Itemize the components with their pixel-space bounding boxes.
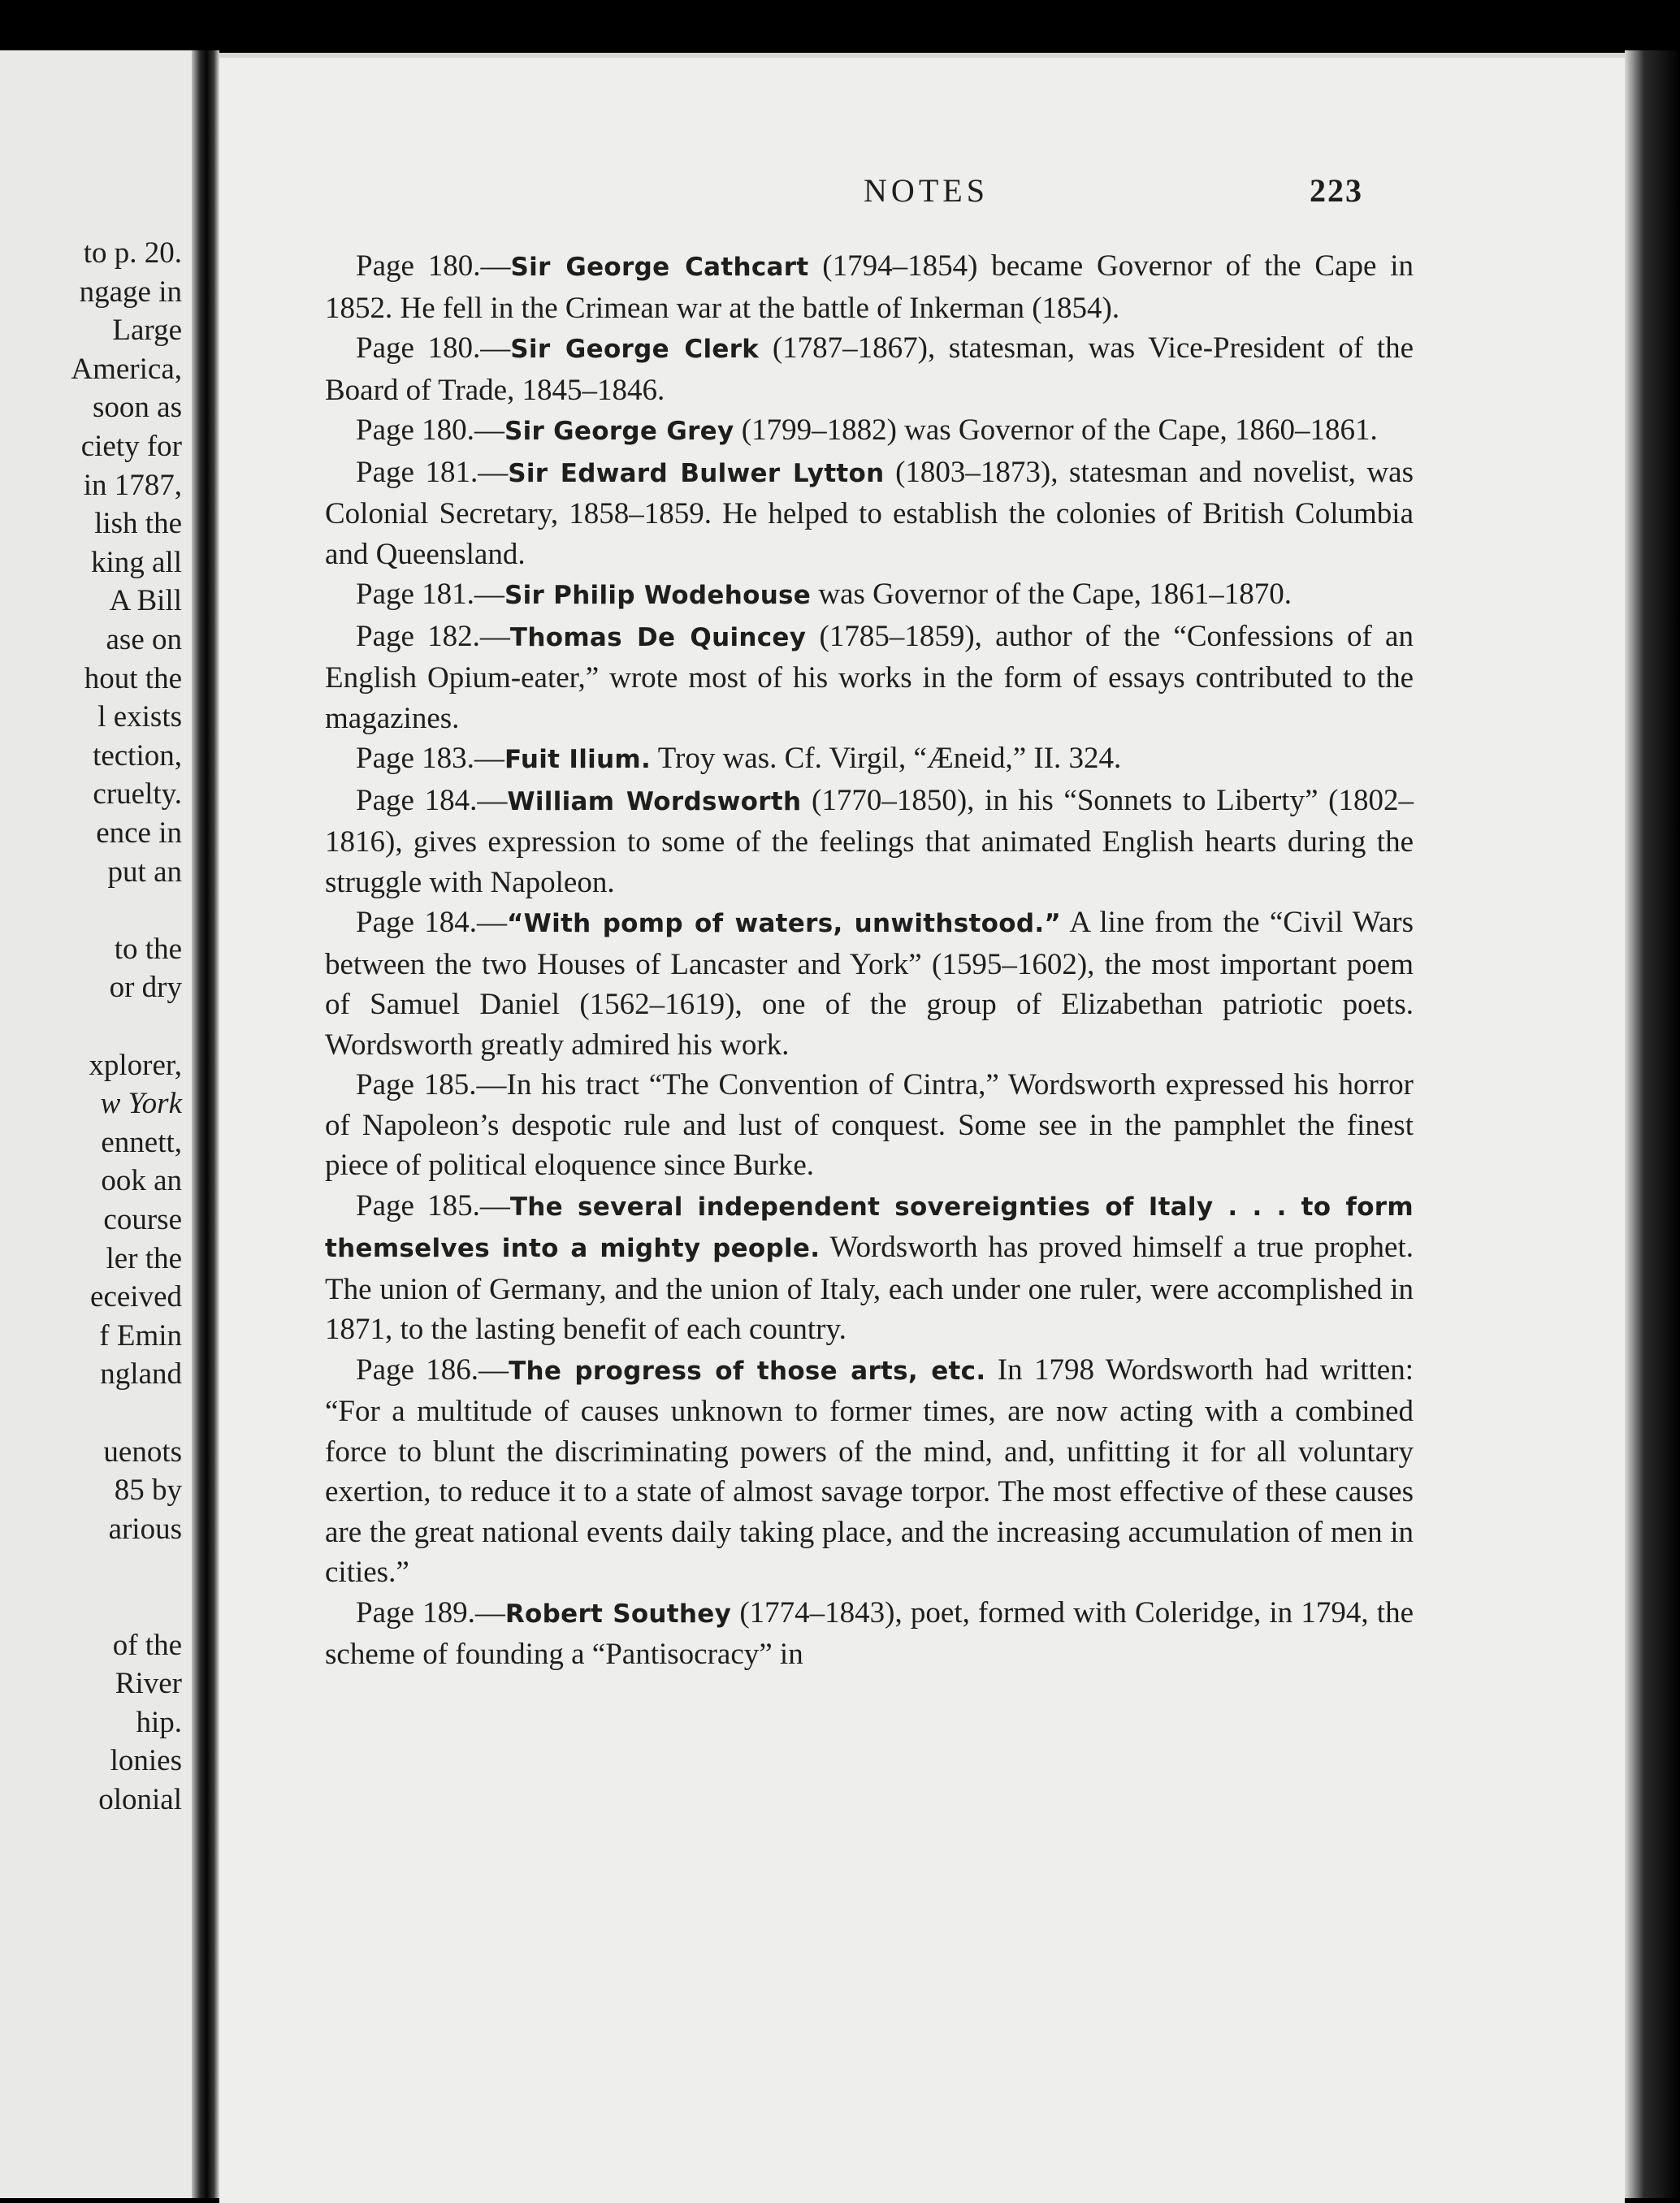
left-page-fragment: lish the <box>94 507 182 541</box>
left-page-fragment: lonies <box>110 1744 182 1778</box>
left-page-fragment: ngland <box>100 1357 182 1391</box>
left-page-fragment: in 1787, <box>83 468 182 502</box>
note-text: (1787–1867), statesman, was Vice-President of the Board of Trade, 1845–1846. <box>325 331 1414 407</box>
note-entry <box>325 781 1414 903</box>
note-heading: Sir George Clerk <box>510 335 760 364</box>
left-page-fragment: tection, <box>93 738 182 773</box>
note-entry <box>325 452 1414 575</box>
left-page-fragment: w York <box>100 1087 182 1121</box>
note-text: In 1798 Wordsworth had written: “For a multitude of causes unknown to former times, are now acting with a combined force to blunt the discriminating powers of the mind, and, unfitting it for all voluntary exertion, to reduce it to a state of almost savage torpor. The most effective of these causes are the great national events daily taking place, and the increasing accumulation of men in cities.” <box>325 1353 1414 1589</box>
note-text: (1803–1873), statesman and novelist, was Colonial Secretary, 1858–1859. He helped to establish the colonies of British Columbia and Queensland. <box>325 455 1414 571</box>
note-heading: The several independent sovereignties of Italy . . . to form themselves into a mighty people. <box>325 1192 1414 1263</box>
left-page-fragment: arious <box>108 1512 182 1546</box>
left-page-fragment: f Emin <box>99 1318 182 1353</box>
left-page-fragment: put an <box>107 855 182 889</box>
note-entry <box>325 1593 1414 1675</box>
note-entry <box>325 1350 1414 1593</box>
note-text: (1794–1854) became Governor of the Cape in 1852. He fell in the Crimean war at the battle of Inkerman (1854). <box>325 249 1414 325</box>
left-page-fragment: course <box>103 1203 182 1236</box>
left-page-fragment: Large <box>112 314 182 348</box>
left-page-fragment: xplorer, <box>89 1048 182 1082</box>
left-page-fragment: ennett, <box>101 1125 182 1159</box>
note-entry <box>325 1186 1414 1350</box>
note-page-ref: Page 185.— <box>356 1188 510 1223</box>
note-page-ref: Page 186.— <box>356 1353 509 1387</box>
left-page-fragment: cruelty. <box>93 777 182 812</box>
note-heading: Sir Edward Bulwer Lytton <box>508 458 885 488</box>
notes-body <box>325 246 1414 1675</box>
left-page-fragment: A Bill <box>109 584 182 618</box>
note-text: (1785–1859), author of the “Confessions of an English Opium-eater,” wrote most of his works in the form of essays contributed to the magazines. <box>325 619 1414 735</box>
note-text: Troy was. Cf. Virgil, “Æneid,” II. 324. <box>651 742 1122 775</box>
main-page <box>219 53 1625 2203</box>
left-page-fragment: hout the <box>84 661 182 695</box>
note-page-ref: Page 184.— <box>356 783 508 817</box>
left-page-fragment: ase on <box>106 623 182 656</box>
left-page-fragment: uenots <box>103 1435 182 1469</box>
left-page-fragment: to the <box>114 932 182 966</box>
left-page-fragment: America, <box>71 352 182 386</box>
note-entry <box>325 1065 1414 1186</box>
left-page-fragment: ler the <box>106 1241 182 1275</box>
left-page-fragment: ook an <box>101 1164 182 1198</box>
note-heading: Sir George Grey <box>504 417 734 446</box>
note-heading: The progress of those arts, etc. <box>509 1356 986 1386</box>
note-heading: Robert Southey <box>504 1599 732 1629</box>
note-text: (1799–1882) was Governor of the Cape, 1860–1861. <box>734 413 1378 447</box>
book-gutter <box>192 50 219 2198</box>
left-facing-page <box>0 50 192 2198</box>
running-head: NOTES <box>864 172 989 209</box>
note-text: was Governor of the Cape, 1861–1870. <box>811 578 1292 611</box>
note-page-ref: Page 180.— <box>356 331 511 365</box>
left-page-fragment: or dry <box>109 971 182 1005</box>
left-page-fragment: l exists <box>97 700 182 734</box>
left-page-fragment: of the <box>112 1628 182 1662</box>
note-entry <box>325 410 1414 452</box>
note-text: In his tract “The Convention of Cintra,” Wordsworth expressed his horror of Napoleon’s despotic rule and lust of conquest. Some see in the pamphlet the finest piece of political eloquence since Burke. <box>325 1068 1414 1182</box>
note-heading: Thomas De Quincey <box>509 622 807 652</box>
note-page-ref: Page 183.— <box>356 742 504 775</box>
note-entry <box>325 738 1414 781</box>
note-text: Wordsworth has proved himself a true prophet. The union of Germany, and the union of Italy, each under one ruler, were accomplished in 1871, to the lasting benefit of each country. <box>325 1231 1414 1346</box>
note-text: A line from the “Civil Wars between the two Houses of Lancaster and York” (1595–1602), the most important poem of Samuel Daniel (1562–1619), one of the group of Elizabethan patriotic poets. Wordsworth greatly admired his work. <box>325 906 1414 1062</box>
note-page-ref: Page 180.— <box>356 249 511 283</box>
note-heading: Sir George Cathcart <box>510 253 809 282</box>
left-page-fragment: olonial <box>98 1783 182 1816</box>
note-entry <box>325 574 1414 617</box>
note-entry <box>325 246 1414 328</box>
note-page-ref: Page 185.— <box>356 1068 507 1102</box>
left-page-fragment: hip. <box>136 1705 182 1739</box>
left-page-fragment: king all <box>90 545 182 579</box>
note-entry <box>325 617 1414 739</box>
note-page-ref: Page 184.— <box>356 906 507 939</box>
left-page-fragment: ciety for <box>80 430 182 463</box>
left-page-fragment: to p. 20. <box>83 236 182 270</box>
note-page-ref: Page 182.— <box>356 619 510 653</box>
left-page-fragment: ence in <box>96 816 182 850</box>
left-page-fragment: River <box>115 1667 182 1701</box>
note-page-ref: Page 180.— <box>356 413 504 447</box>
note-page-ref: Page 181.— <box>356 578 504 611</box>
note-heading: Sir Philip Wodehouse <box>504 581 812 610</box>
note-text: (1774–1843), poet, formed with Coleridge, in 1794, the scheme of founding a “Pantisocracy” in <box>325 1595 1414 1671</box>
left-page-fragment: eceived <box>90 1280 182 1314</box>
note-page-ref: Page 189.— <box>356 1595 505 1630</box>
left-page-fragment: 85 by <box>114 1474 182 1508</box>
left-page-fragment: ngage in <box>79 275 182 309</box>
page-header <box>219 171 1625 220</box>
note-entry <box>325 328 1414 410</box>
page-number: 223 <box>1310 172 1363 209</box>
note-heading: Fuit Ilium. <box>504 745 652 774</box>
note-entry <box>325 902 1414 1065</box>
note-heading: “With pomp of waters, unwithstood.” <box>506 909 1062 938</box>
right-page-edge <box>1625 50 1680 2198</box>
note-text: (1770–1850), in his “Sonnets to Liberty” (1802–1816), gives expression to some of the feelings that animated English hearts during the struggle with Napoleon. <box>325 783 1414 899</box>
left-page-fragment: soon as <box>93 391 182 425</box>
note-heading: William Wordsworth <box>507 786 802 816</box>
note-page-ref: Page 181.— <box>356 455 509 489</box>
